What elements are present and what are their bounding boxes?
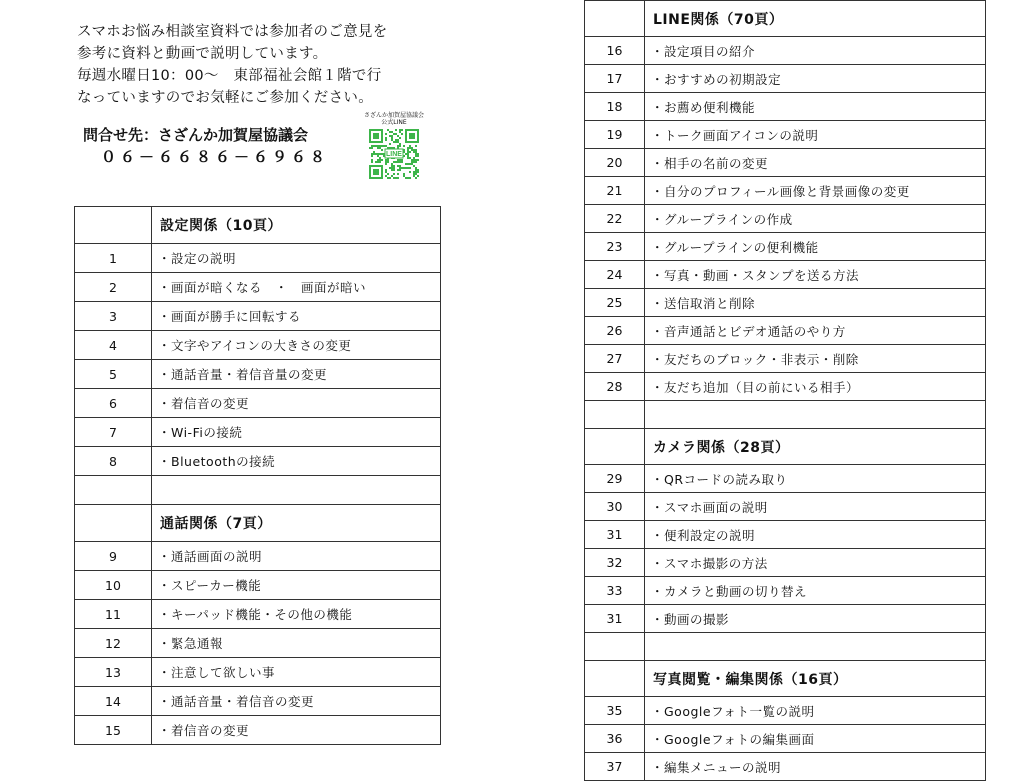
intro-line: 毎週水曜日10：00～ 東部福祉会館１階で行 — [77, 68, 382, 84]
table-row — [585, 317, 986, 345]
topic-cell: ・スピーカー機能 — [152, 571, 441, 600]
table-row — [585, 605, 986, 633]
page-number-cell — [75, 207, 152, 244]
table-row — [75, 331, 441, 360]
section-title-cell: 通話関係（7頁） — [152, 505, 441, 542]
intro-text — [77, 21, 437, 109]
page-number-cell: 37 — [585, 753, 645, 781]
page-number-cell: 11 — [75, 600, 152, 629]
topic-cell: ・トーク画面アイコンの説明 — [645, 121, 986, 149]
page-number-cell: 33 — [585, 577, 645, 605]
table-row — [585, 697, 986, 725]
table-row — [75, 418, 441, 447]
table-row — [75, 273, 441, 302]
page-number-cell — [585, 633, 645, 661]
table-row — [75, 687, 441, 716]
topic-cell: ・カメラと動画の切り替え — [645, 577, 986, 605]
table-row — [585, 177, 986, 205]
page-number-cell: 14 — [75, 687, 152, 716]
table-row — [75, 389, 441, 418]
table-row — [75, 542, 441, 571]
topic-cell: ・通話音量・着信音量の変更 — [152, 360, 441, 389]
table-row — [585, 493, 986, 521]
qr-caption-org: さざんか加賀屋協議会 — [363, 112, 424, 119]
intro-line: 参考に資料と動画で説明しています。 — [77, 46, 328, 62]
page-number-cell: 5 — [75, 360, 152, 389]
topic-cell: ・設定の説明 — [152, 244, 441, 273]
intro-line: スマホお悩み相談室資料では参加者のご意見を — [77, 24, 388, 40]
page-number-cell — [75, 505, 152, 542]
table-row — [75, 447, 441, 476]
page-number-cell — [585, 429, 645, 465]
table-row — [75, 600, 441, 629]
topic-cell: ・Googleフォト一覧の説明 — [645, 697, 986, 725]
table-row — [585, 633, 986, 661]
page-number-cell: 31 — [585, 521, 645, 549]
page-number-cell: 27 — [585, 345, 645, 373]
table-row — [585, 205, 986, 233]
topic-cell: ・画面が暗くなる ・ 画面が暗い — [152, 273, 441, 302]
page-number-cell: 10 — [75, 571, 152, 600]
page-number-cell: 21 — [585, 177, 645, 205]
table-row — [585, 289, 986, 317]
topic-cell — [645, 401, 986, 429]
topic-cell — [152, 476, 441, 505]
page-number-cell — [585, 661, 645, 697]
toc-table-left — [74, 206, 441, 745]
topic-cell: ・キーパッド機能・その他の機能 — [152, 600, 441, 629]
section-title-cell: LINE関係（70頁） — [645, 1, 986, 37]
contact-phone: ０６－６６８６－６９６８ — [101, 148, 330, 166]
table-row — [585, 725, 986, 753]
section-header-row — [585, 429, 986, 465]
page-number-cell: 12 — [75, 629, 152, 658]
table-row — [585, 401, 986, 429]
table-row — [75, 571, 441, 600]
page-number-cell: 32 — [585, 549, 645, 577]
page-number-cell: 15 — [75, 716, 152, 745]
section-header-row — [585, 1, 986, 37]
topic-cell: ・スマホ撮影の方法 — [645, 549, 986, 577]
topic-cell: ・グループラインの便利機能 — [645, 233, 986, 261]
page-number-cell: 23 — [585, 233, 645, 261]
topic-cell: ・便利設定の説明 — [645, 521, 986, 549]
page-number-cell: 28 — [585, 373, 645, 401]
table-row — [585, 345, 986, 373]
topic-cell: ・おすすめの初期設定 — [645, 65, 986, 93]
topic-cell: ・Bluetoothの接続 — [152, 447, 441, 476]
topic-cell: ・友だち追加（目の前にいる相手） — [645, 373, 986, 401]
page-number-cell: 26 — [585, 317, 645, 345]
line-qr-block — [360, 112, 428, 179]
topic-cell: ・設定項目の紹介 — [645, 37, 986, 65]
page-number-cell: 18 — [585, 93, 645, 121]
contact-block — [83, 124, 329, 168]
topic-cell: ・相手の名前の変更 — [645, 149, 986, 177]
page-number-cell: 17 — [585, 65, 645, 93]
topic-cell: ・画面が勝手に回転する — [152, 302, 441, 331]
table-row — [75, 658, 441, 687]
qr-caption-line: 公式LINE — [381, 119, 407, 126]
section-title-cell: 写真閲覧・編集関係（16頁） — [645, 661, 986, 697]
table-row — [585, 373, 986, 401]
page-number-cell: 9 — [75, 542, 152, 571]
page-number-cell: 30 — [585, 493, 645, 521]
page-number-cell: 35 — [585, 697, 645, 725]
table-row — [585, 753, 986, 781]
topic-cell — [645, 633, 986, 661]
page-number-cell — [75, 476, 152, 505]
intro-line: なっていますのでお気軽にご参加ください。 — [77, 90, 373, 106]
page-number-cell: 2 — [75, 273, 152, 302]
topic-cell: ・着信音の変更 — [152, 716, 441, 745]
topic-cell: ・グループラインの作成 — [645, 205, 986, 233]
topic-cell: ・緊急通報 — [152, 629, 441, 658]
table-row — [585, 233, 986, 261]
page-number-cell: 36 — [585, 725, 645, 753]
table-row — [585, 121, 986, 149]
page-number-cell: 16 — [585, 37, 645, 65]
table-row — [75, 716, 441, 745]
table-row — [75, 360, 441, 389]
page-number-cell: 4 — [75, 331, 152, 360]
contact-label: 問合せ先：さざんか加賀屋協議会 — [83, 126, 309, 144]
page-number-cell — [585, 1, 645, 37]
qr-code-icon[interactable] — [369, 129, 419, 179]
table-row — [585, 577, 986, 605]
table-row — [75, 476, 441, 505]
topic-cell: ・自分のプロフィール画像と背景画像の変更 — [645, 177, 986, 205]
section-title-cell: カメラ関係（28頁） — [645, 429, 986, 465]
section-header-row — [585, 661, 986, 697]
table-row — [75, 629, 441, 658]
topic-cell: ・Wi-Fiの接続 — [152, 418, 441, 447]
table-row — [585, 93, 986, 121]
topic-cell: ・スマホ画面の説明 — [645, 493, 986, 521]
table-row — [585, 465, 986, 493]
section-header-row — [75, 207, 441, 244]
table-row — [585, 65, 986, 93]
page-number-cell: 6 — [75, 389, 152, 418]
topic-cell: ・お薦め便利機能 — [645, 93, 986, 121]
page-number-cell: 29 — [585, 465, 645, 493]
topic-cell: ・文字やアイコンの大きさの変更 — [152, 331, 441, 360]
page-number-cell: 13 — [75, 658, 152, 687]
topic-cell: ・友だちのブロック・非表示・削除 — [645, 345, 986, 373]
topic-cell: ・通話音量・着信音の変更 — [152, 687, 441, 716]
page-number-cell: 20 — [585, 149, 645, 177]
table-row — [585, 37, 986, 65]
page-number-cell: 8 — [75, 447, 152, 476]
table-row — [75, 244, 441, 273]
page-number-cell: 3 — [75, 302, 152, 331]
page-number-cell: 1 — [75, 244, 152, 273]
section-header-row — [75, 505, 441, 542]
topic-cell: ・通話画面の説明 — [152, 542, 441, 571]
page-number-cell: 31 — [585, 605, 645, 633]
page-number-cell: 19 — [585, 121, 645, 149]
topic-cell: ・Googleフォトの編集画面 — [645, 725, 986, 753]
page-number-cell: 24 — [585, 261, 645, 289]
page-number-cell — [585, 401, 645, 429]
table-row — [585, 149, 986, 177]
section-title-cell: 設定関係（10頁） — [152, 207, 441, 244]
topic-cell: ・動画の撮影 — [645, 605, 986, 633]
page-number-cell: 25 — [585, 289, 645, 317]
table-row — [585, 549, 986, 577]
topic-cell: ・写真・動画・スタンプを送る方法 — [645, 261, 986, 289]
topic-cell: ・音声通話とビデオ通話のやり方 — [645, 317, 986, 345]
topic-cell: ・着信音の変更 — [152, 389, 441, 418]
topic-cell: ・送信取消と削除 — [645, 289, 986, 317]
table-row — [585, 261, 986, 289]
page-number-cell: 22 — [585, 205, 645, 233]
qr-center-label: LINE — [386, 151, 402, 158]
table-row — [585, 521, 986, 549]
table-row — [75, 302, 441, 331]
toc-table-right — [584, 0, 986, 781]
topic-cell: ・QRコードの読み取り — [645, 465, 986, 493]
topic-cell: ・編集メニューの説明 — [645, 753, 986, 781]
topic-cell: ・注意して欲しい事 — [152, 658, 441, 687]
page-number-cell: 7 — [75, 418, 152, 447]
